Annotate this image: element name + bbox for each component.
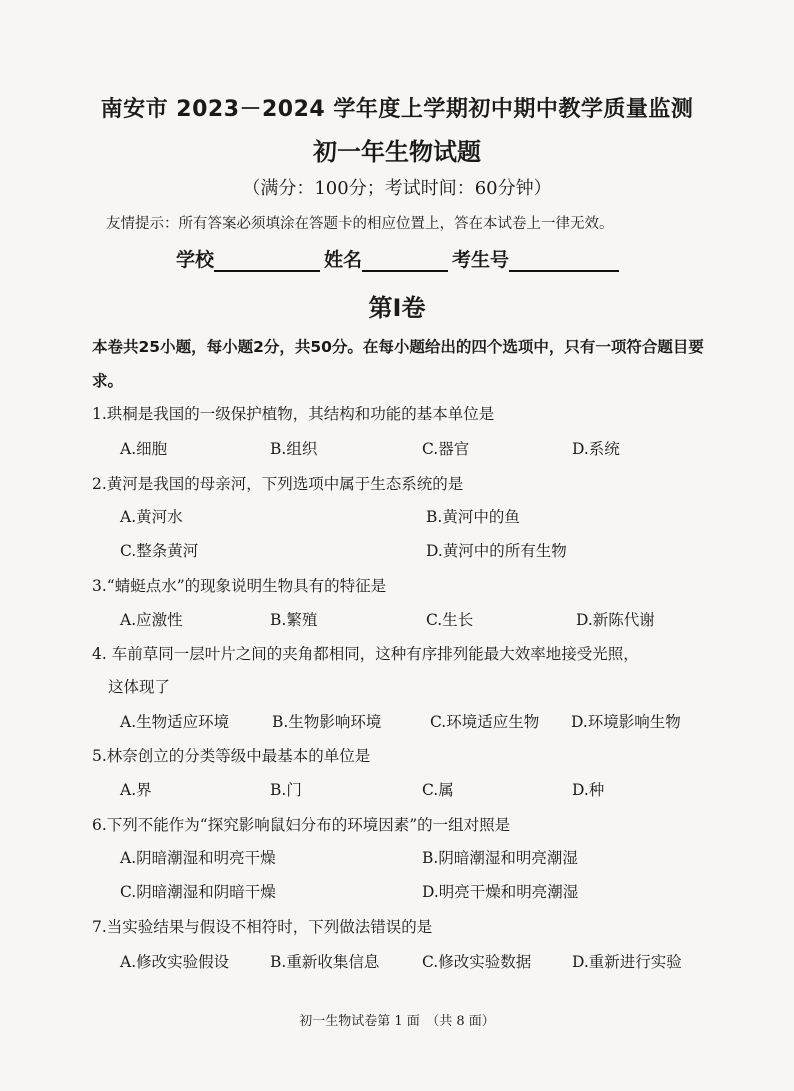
school-blank[interactable] [214,250,320,272]
question-7-option-a: A.修改实验假设 [120,953,230,971]
question-3-option-b: B.繁殖 [270,611,318,629]
question-7-option-c: C.修改实验数据 [422,953,532,971]
question-4-option-b: B.生物影响环境 [272,713,382,731]
name-label: 姓名 [324,249,363,271]
question-2-option-c: C.整条黄河 [120,542,199,560]
question-2-option-a: A.黄河水 [120,508,183,526]
student-number-label: 考生号 [452,249,510,271]
question-2-option-b: B.黄河中的鱼 [426,508,520,526]
question-6-option-a: A.阴暗潮湿和明亮干燥 [120,849,276,867]
question-1-option-c: C.器官 [422,440,470,458]
section-instruction: 本卷共25小题，每小题2分，共50分。在每小题给出的四个选项中，只有一项符合题目要求。 [92,338,704,390]
question-2-stem: 2.黄河是我国的母亲河，下列选项中属于生态系统的是 [92,475,464,493]
exam-subject-title: 初一年生物试题 [313,138,481,166]
exam-title: 南安市 2023－2024 学年度上学期初中期中教学质量监测 [100,97,694,122]
question-5-stem: 5.林奈创立的分类等级中最基本的单位是 [92,747,371,765]
question-3-option-a: A.应激性 [120,611,183,629]
question-3-stem: 3.“蜻蜓点水”的现象说明生物具有的特征是 [92,577,387,595]
question-5-option-c: C.属 [422,781,454,799]
question-4-option-d: D.环境影响生物 [571,713,681,731]
question-7-option-b: B.重新收集信息 [270,953,380,971]
question-1-option-a: A.细胞 [120,440,168,458]
question-7-stem: 7.当实验结果与假设不相符时，下列做法错误的是 [92,918,433,936]
question-1-option-b: B.组织 [270,440,318,458]
question-6-option-b: B.阴暗潮湿和明亮潮湿 [422,849,578,867]
name-blank[interactable] [362,250,448,272]
score-time-line: （满分：100分；考试时间：60分钟） [242,178,552,199]
student-info-fields [176,245,623,272]
question-4-stem-continued: 这体现了 [108,678,171,696]
question-3-option-d: D.新陈代谢 [576,611,655,629]
question-5-option-b: B.门 [270,781,302,799]
question-4-option-a: A.生物适应环境 [120,713,230,731]
question-5-option-d: D.种 [572,781,605,799]
school-label: 学校 [176,249,215,271]
question-1-stem: 1.珙桐是我国的一级保护植物，其结构和功能的基本单位是 [92,405,495,423]
question-6-stem: 6.下列不能作为“探究影响鼠妇分布的环境因素”的一组对照是 [92,816,511,834]
friendly-tip: 友情提示：所有答案必须填涂在答题卡的相应位置上，答在本试卷上一律无效。 [106,216,614,232]
page-footer: 初一生物试卷第 1 面 （共 8 面） [299,1014,495,1029]
question-4-stem: 4. 车前草同一层叶片之间的夹角都相同，这种有序排列能最大效率地接受光照， [92,645,639,663]
question-6-option-d: D.明亮干燥和明亮潮湿 [422,883,579,901]
question-1-option-d: D.系统 [572,440,620,458]
question-3-option-c: C.生长 [426,611,474,629]
question-4-option-c: C.环境适应生物 [430,713,540,731]
question-6-option-c: C.阴暗潮湿和阴暗干燥 [120,883,276,901]
student-number-blank[interactable] [509,250,619,272]
question-5-option-a: A.界 [120,781,152,799]
question-2-option-d: D.黄河中的所有生物 [426,542,567,560]
section-title: 第Ⅰ卷 [368,294,426,322]
question-7-option-d: D.重新进行实验 [572,953,682,971]
